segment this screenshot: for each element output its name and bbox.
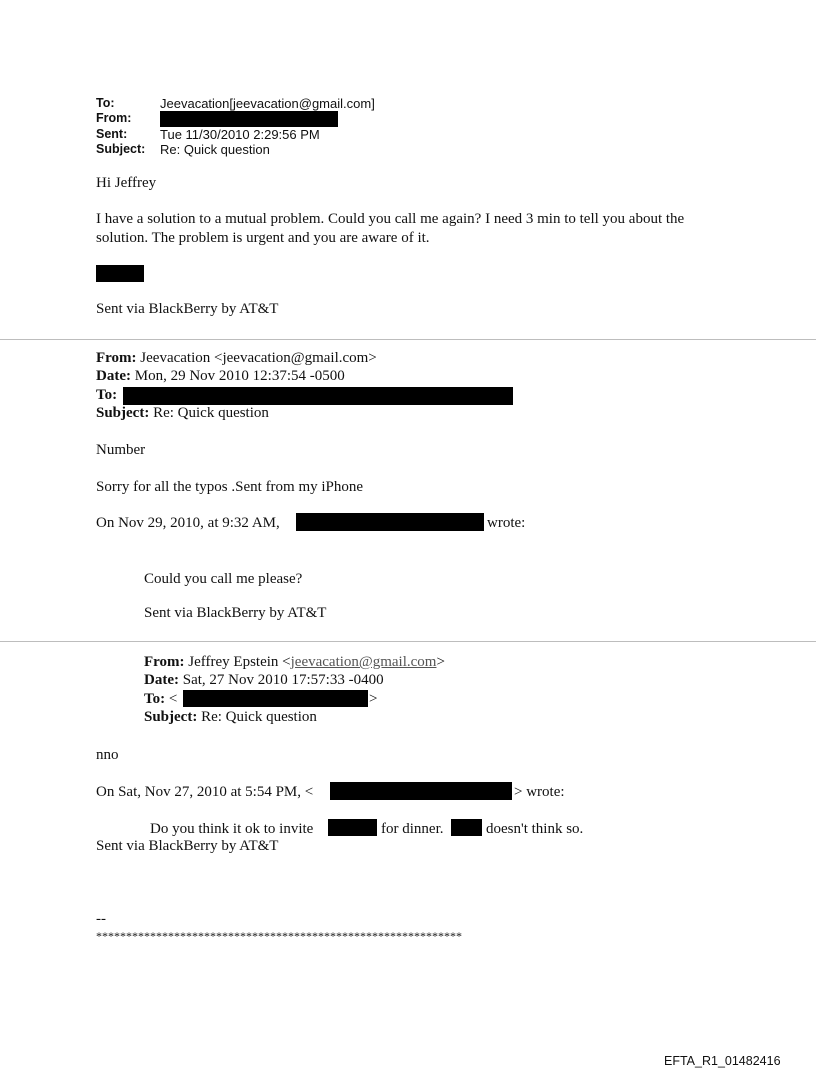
redaction-box bbox=[451, 819, 482, 836]
reply-text: nno bbox=[96, 747, 119, 763]
from-line bbox=[96, 349, 377, 368]
from-label: From: bbox=[96, 350, 137, 366]
to-value: Jeevacation[jeevacation@gmail.com] bbox=[160, 96, 375, 111]
subject-value: Re: Quick question bbox=[160, 142, 270, 157]
quoted-text: Could you call me please? bbox=[144, 571, 303, 587]
subject-label: Subject: bbox=[96, 405, 150, 421]
greeting: Hi Jeffrey bbox=[96, 175, 157, 191]
from-close: > bbox=[436, 654, 445, 670]
body-line: Number bbox=[96, 442, 146, 458]
quote-intro: On Nov 29, 2010, at 9:32 AM, bbox=[96, 515, 280, 531]
date-label: Date: bbox=[96, 368, 131, 384]
to-label: To: bbox=[96, 96, 115, 110]
quoted-part: doesn't think so. bbox=[486, 821, 584, 837]
body-line: Sorry for all the typos .Sent from my iPhone bbox=[96, 479, 364, 495]
to-open: < bbox=[168, 691, 178, 707]
subject-line bbox=[96, 404, 269, 423]
redaction-box bbox=[328, 819, 377, 836]
date-line bbox=[96, 367, 345, 386]
subject-label: Subject: bbox=[144, 709, 198, 725]
from-value: Jeevacation <jeevacation@gmail.com> bbox=[140, 350, 377, 366]
subject-label: Subject: bbox=[96, 142, 146, 156]
date-value: Mon, 29 Nov 2010 12:37:54 -0500 bbox=[134, 368, 345, 384]
to-label: To: bbox=[144, 691, 166, 707]
to-close: > bbox=[369, 691, 378, 707]
body-line: I have a solution to a mutual problem. Could you call me again? I need 3 min to tell you about the bbox=[96, 211, 685, 227]
from-line bbox=[144, 653, 445, 672]
redaction-box bbox=[183, 690, 368, 707]
signature: Sent via BlackBerry by AT&T bbox=[96, 301, 279, 317]
to-line bbox=[96, 386, 117, 405]
to-line bbox=[144, 690, 177, 709]
subject-value: Re: Quick question bbox=[201, 709, 317, 725]
email-link[interactable]: jeevacation@gmail.com bbox=[290, 654, 437, 670]
subject-line bbox=[144, 708, 317, 727]
date-value: Sat, 27 Nov 2010 17:57:33 -0400 bbox=[182, 672, 384, 688]
separator-dashes: -- bbox=[96, 911, 106, 927]
quote-wrote: wrote: bbox=[487, 515, 526, 531]
subject-value: Re: Quick question bbox=[153, 405, 269, 421]
redaction-box bbox=[160, 111, 338, 127]
quote-wrote: > wrote: bbox=[514, 784, 565, 800]
to-label: To: bbox=[96, 387, 118, 403]
redaction-box bbox=[123, 387, 513, 405]
date-line bbox=[144, 671, 384, 690]
sent-label: Sent: bbox=[96, 127, 128, 141]
body-line: solution. The problem is urgent and you are aware of it. bbox=[96, 230, 430, 246]
divider bbox=[0, 339, 816, 340]
from-label: From: bbox=[144, 654, 185, 670]
redaction-box bbox=[96, 265, 144, 282]
from-name: Jeffrey Epstein < bbox=[188, 654, 291, 670]
sent-value: Tue 11/30/2010 2:29:56 PM bbox=[160, 127, 320, 142]
quoted-signature: Sent via BlackBerry by AT&T bbox=[144, 605, 327, 621]
redaction-box bbox=[296, 513, 484, 531]
from-label: From: bbox=[96, 111, 132, 125]
separator-stars: ************************************************************* bbox=[96, 929, 462, 943]
quoted-part: Do you think it ok to invite bbox=[150, 821, 314, 837]
document-id: EFTA_R1_01482416 bbox=[664, 1054, 781, 1068]
divider bbox=[0, 641, 816, 642]
date-label: Date: bbox=[144, 672, 179, 688]
redaction-box bbox=[330, 782, 512, 800]
quoted-part: for dinner. bbox=[381, 821, 444, 837]
quoted-signature: Sent via BlackBerry by AT&T bbox=[96, 838, 279, 854]
quote-intro: On Sat, Nov 27, 2010 at 5:54 PM, < bbox=[96, 784, 314, 800]
